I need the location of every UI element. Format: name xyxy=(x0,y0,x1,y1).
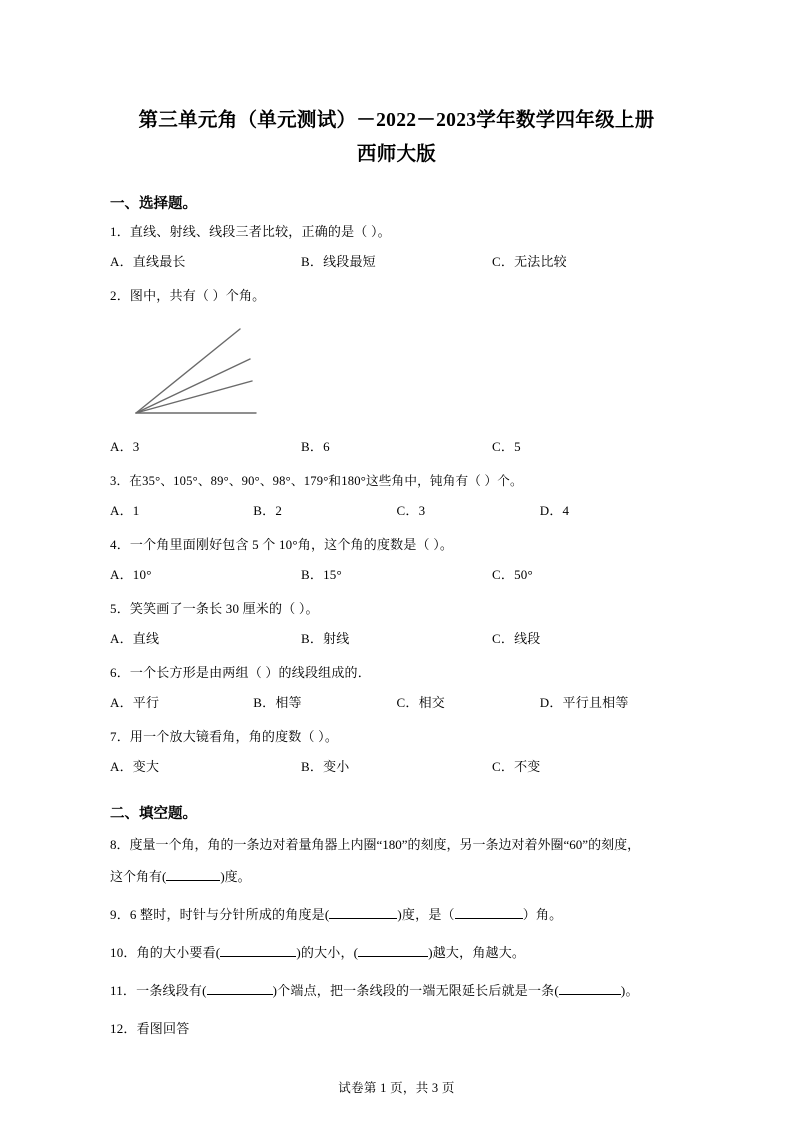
question-11 xyxy=(110,975,683,1007)
question-9-text-a: 9．6 整时，时针与分针所成的角度是( xyxy=(110,907,330,922)
question-2-text: 2．图中，共有（ ）个角。 xyxy=(110,288,266,303)
option-4-b[interactable]: B．15° xyxy=(301,567,342,582)
question-11-text-b: )个端点，把一条线段的一端无限延长后就是一条( xyxy=(272,983,559,998)
option-3-b[interactable]: B．2 xyxy=(253,503,283,518)
option-6-a[interactable]: A．平行 xyxy=(110,695,160,710)
answer-blank-10-1[interactable] xyxy=(220,942,296,957)
option-7-c[interactable]: C．不变 xyxy=(492,759,541,774)
question-8-text-a: 这个角有( xyxy=(110,869,167,884)
question-10-text-b: )的大小，( xyxy=(296,945,359,960)
option-2-c[interactable]: C．5 xyxy=(492,439,521,454)
question-12: 12．看图回答 xyxy=(110,1021,190,1036)
option-3-d[interactable]: D．4 xyxy=(539,503,570,518)
question-4-options xyxy=(110,560,683,590)
page-title xyxy=(110,104,683,172)
option-2-a[interactable]: A．3 xyxy=(110,439,140,454)
option-1-a[interactable]: A．直线最长 xyxy=(110,254,186,269)
option-4-c[interactable]: C．50° xyxy=(492,567,533,582)
question-2-options xyxy=(110,432,683,462)
title-line-2: 西师大版 xyxy=(356,144,437,165)
section-heading-fill: 二、填空题。 xyxy=(110,806,197,822)
title-line-1: 第三单元角（单元测试）－2022－2023学年数学四年级上册 xyxy=(138,110,655,131)
question-8-text-b: )度。 xyxy=(220,869,251,884)
question-1-options xyxy=(110,247,683,277)
option-7-a[interactable]: A．变大 xyxy=(110,759,160,774)
option-6-b[interactable]: B．相等 xyxy=(253,695,302,710)
answer-blank-11-2[interactable] xyxy=(559,980,621,995)
question-7-text: 7．用一个放大镜看角，角的度数（ ）。 xyxy=(110,729,339,744)
option-7-b[interactable]: B．变小 xyxy=(301,759,350,774)
answer-blank-9-2[interactable] xyxy=(455,904,523,919)
option-3-a[interactable]: A．1 xyxy=(110,503,140,518)
section-heading-choice: 一、选择题。 xyxy=(110,196,197,212)
question-8-line-1: 8．度量一个角，角的一条边对着量角器上内圈“180”的刻度，另一条边对着外圈“60”的刻度， xyxy=(110,837,641,852)
option-4-a[interactable]: A．10° xyxy=(110,567,152,582)
question-3-options xyxy=(110,496,683,526)
answer-blank-10-2[interactable] xyxy=(358,942,428,957)
question-10-text-a: 10．角的大小要看( xyxy=(110,945,221,960)
question-6-text: 6．一个长方形是由两组（ ）的线段组成的． xyxy=(110,665,371,680)
answer-blank-8[interactable] xyxy=(166,866,220,881)
question-6-options xyxy=(110,688,683,718)
question-5-options xyxy=(110,624,683,654)
option-6-c[interactable]: C．相交 xyxy=(396,695,445,710)
question-5-text: 5．笑笑画了一条长 30 厘米的（ ）。 xyxy=(110,601,319,616)
question-8-line-2 xyxy=(110,861,683,893)
page-footer: 试卷第 1 页，共 3 页 xyxy=(338,1081,455,1095)
option-3-c[interactable]: C．3 xyxy=(396,503,426,518)
question-3-text: 3．在35°、105°、89°、90°、98°、179°和180°这些角中，钝角有（ ）个。 xyxy=(110,474,523,488)
option-5-b[interactable]: B．射线 xyxy=(301,631,350,646)
question-11-text-c: )。 xyxy=(620,983,639,998)
question-9-text-b: )度，是（ xyxy=(397,907,455,922)
question-1-text: 1．直线、射线、线段三者比较，正确的是（ ）。 xyxy=(110,224,391,239)
question-8 xyxy=(110,829,683,893)
option-6-d[interactable]: D．平行且相等 xyxy=(539,695,629,710)
angle-rays-figure xyxy=(118,321,683,426)
question-7-options xyxy=(110,752,683,782)
answer-blank-9-1[interactable] xyxy=(329,904,397,919)
question-9-text-c: ）角。 xyxy=(522,907,563,922)
option-1-c[interactable]: C．无法比较 xyxy=(492,254,567,269)
answer-blank-11-1[interactable] xyxy=(207,980,273,995)
option-1-b[interactable]: B．线段最短 xyxy=(301,254,376,269)
question-9 xyxy=(110,899,683,931)
option-5-c[interactable]: C．线段 xyxy=(492,631,541,646)
question-4-text: 4．一个角里面刚好包含 5 个 10°角，这个角的度数是（ ）。 xyxy=(110,537,454,552)
question-10 xyxy=(110,937,683,969)
question-10-text-c: )越大，角越大。 xyxy=(428,945,526,960)
question-11-text-a: 11．一条线段有( xyxy=(110,983,207,998)
option-2-b[interactable]: B．6 xyxy=(301,439,330,454)
option-5-a[interactable]: A．直线 xyxy=(110,631,160,646)
